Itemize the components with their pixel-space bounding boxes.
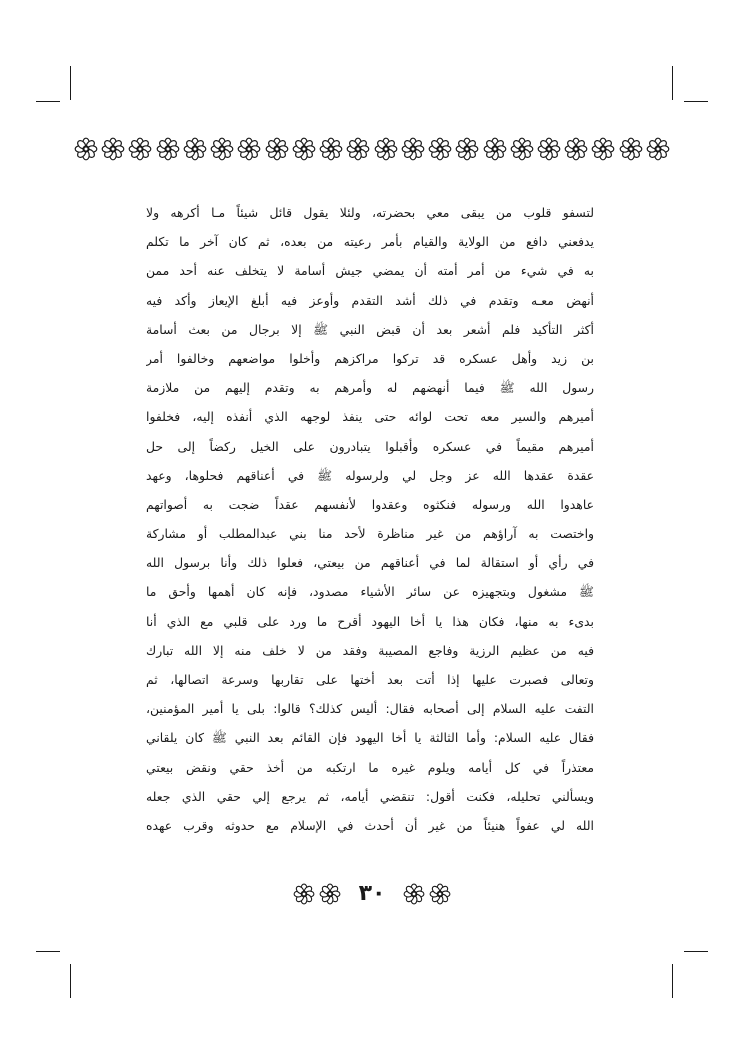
crop-mark-top-right-horizontal [684,101,708,102]
text-line: أميرهم والسير معه تحت لوائه حتى ينفذ لوجهه الذي أنفذه إليه، فخلفوا [146,409,594,425]
flower-ornament-icon [101,137,125,161]
page-number: ٣٠ [358,881,386,906]
flower-ornament-icon [210,137,234,161]
flower-ornament-icon [128,137,152,161]
flower-ornament-icon [319,883,341,905]
text-line: أنهض معـه وتقدم في ذلك أشد التقدم وأوعز فيه أبلغ الإيعاز وأكد فيه [146,292,594,308]
flower-ornament-icon [483,137,507,161]
text-line: أكثر التأكيد فلم أشعر بعد أن قبض النبي ﷺ إلا برجال من بعث أسامة [146,321,594,337]
text-line: عاهدوا الله ورسوله فنكثوه وعقدوا لأنفسهم عقداً ضجت به أصواتهم [146,496,594,512]
text-line: في رأي أو استقالة لما في أعناقهم من بيعتي، فعلوا ذلك وأنا برسول الله [146,555,594,571]
footer-ornaments-left [293,883,341,905]
text-line: معتذراً في كل أيامه ويلوم غيره ما ارتكبه من أخذ حقي ونقض بيعتي [146,759,594,775]
text-line: واختصت به آراؤهم من غير مناظرة لأحد منا بني عبدالمطلب أو مشاركة [146,526,594,542]
flower-ornament-icon [74,137,98,161]
flower-ornament-icon [156,137,180,161]
crop-mark-bottom-left-horizontal [36,951,60,952]
flower-ornament-icon [619,137,643,161]
text-line: فيه من عظيم الرزية وفاجع المصيبة وفقد من لا خلف منه إلا الله تبارك [146,642,594,658]
text-line: ويسألني تحليله، فكنت أقول: تنقضي أيامه، ثم يرجع إلي حقي الذي جعله [146,788,594,804]
text-line: به في شيء من أمر أمته أن يمضي جيش أسامة لا يتخلف عنه أحد ممن [146,263,594,279]
crop-mark-top-left-horizontal [36,101,60,102]
flower-ornament-icon [265,137,289,161]
flower-ornament-icon [403,883,425,905]
flower-ornament-icon [346,137,370,161]
ornament-border-top [74,136,670,162]
flower-ornament-icon [292,137,316,161]
flower-ornament-icon [374,137,398,161]
text-line: فقال عليه السلام: وأما الثالثة يا أخا اليهود فإن القائم بعد النبي ﷺ كان يلقاني [146,730,594,746]
text-line: بدىء به منها، فكان هذا يا أخا اليهود أقرح ما ورد على قلبي مع الذي أنا [146,613,594,629]
flower-ornament-icon [646,137,670,161]
text-line: ﷺ مشغول وبتجهيزه عن سائر الأشياء مصدود، فإنه كان أهمها وأحق ما [146,584,594,600]
flower-ornament-icon [319,137,343,161]
text-line: رسول الله ﷺ فيما أنهضهم له وأمرهم به وتقدم إليهم من ملازمة [146,380,594,396]
flower-ornament-icon [428,137,452,161]
footer-ornaments-right [403,883,451,905]
text-line: يدفعني دافع من الولاية والقيام بأمر رعيته من بعده، ثم كان آخر ما تكلم [146,234,594,250]
flower-ornament-icon [591,137,615,161]
flower-ornament-icon [237,137,261,161]
text-line: وتعالى فصبرت عليها إذا أتت بعد أختها على تقاربها وسرعة اتصالها، ثم [146,672,594,687]
text-line: التفت عليه السلام إلى أصحابه فقال: أليس كذلك؟ قالوا: بلى يا أمير المؤمنين، [146,701,594,717]
flower-ornament-icon [293,883,315,905]
flower-ornament-icon [564,137,588,161]
text-line: لتسفو قلوب من يبقى معي بحضرته، ولئلا يقول قائل شيئاً مـا أكرهه ولا [146,205,594,220]
flower-ornament-icon [510,137,534,161]
body-text [146,198,594,840]
flower-ornament-icon [455,137,479,161]
crop-mark-top-right-vertical [672,66,673,100]
text-line: بن زيد وأهل عسكره قد تركوا مراكزهم وأخلوا مواضعهم وخالفوا أمر [146,350,594,366]
crop-mark-bottom-right-vertical [672,964,673,998]
crop-mark-bottom-right-horizontal [684,951,708,952]
text-line: أميرهم مقيماً في عسكره وأقبلوا يتبادرون على الخيل ركضاً إلى حل [146,438,594,454]
crop-mark-bottom-left-vertical [70,964,71,998]
flower-ornament-icon [401,137,425,161]
crop-mark-top-left-vertical [70,66,71,100]
text-line: الله لي عفواً هنيئاً من غير أن أحدث في الإسلام مع حدوثه وقرب عهده [146,817,594,833]
flower-ornament-icon [537,137,561,161]
flower-ornament-icon [183,137,207,161]
flower-ornament-icon [429,883,451,905]
page-footer [0,878,744,910]
text-line: عقدة عقدها الله عز وجل لي ولرسوله ﷺ في أعناقهم فحلوها، وعهد [146,467,594,483]
